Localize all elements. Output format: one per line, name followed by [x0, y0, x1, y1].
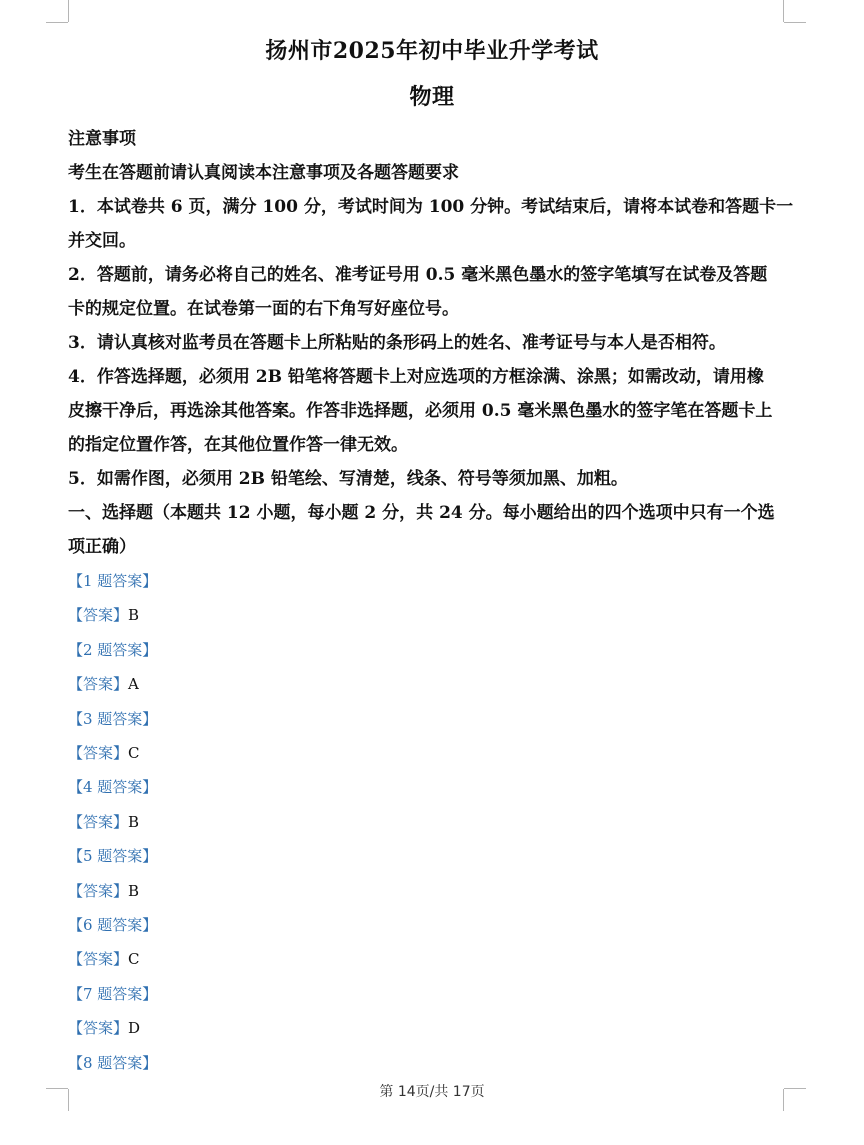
- notice-intro: 考生在答题前请认真阅读本注意事项及各题答题要求: [68, 163, 459, 183]
- question-tag-row: [68, 839, 788, 873]
- question-tag-row: [68, 977, 788, 1011]
- notice-line: 1．本试卷共 6 页，满分 100 分，考试时间为 100 分钟。考试结束后，请将本试卷和答题卡一: [68, 197, 794, 217]
- crop-mark-top-left-h: [46, 22, 68, 23]
- document-body: [68, 122, 794, 1080]
- answer-list: [68, 564, 788, 1080]
- section-heading: 一、选择题（本题共 12 小题，每小题 2 分，共 24 分。每小题给出的四个选项中只有一个选: [68, 503, 775, 523]
- notice-line: 2．答题前，请务必将自己的姓名、准考证号用 0.5 毫米黑色墨水的签字笔填写在试卷及答题: [68, 265, 768, 285]
- answer-value: D: [128, 1019, 141, 1038]
- notice-heading: 注意事项: [68, 129, 136, 149]
- answer-tag: 【答案】: [68, 1019, 129, 1038]
- crop-mark-top-right-h: [784, 22, 806, 23]
- answer-value: B: [128, 606, 140, 625]
- question-tag: 【2 题答案】: [68, 640, 158, 659]
- notice-line: 卡的规定位置。在试卷第一面的右下角写好座位号。: [68, 299, 459, 319]
- question-tag-row: [68, 633, 788, 667]
- notice-line: 的指定位置作答，在其他位置作答一律无效。: [68, 435, 408, 455]
- question-tag-row: [68, 908, 788, 942]
- notice-line: 皮擦干净后，再选涂其他答案。作答非选择题，必须用 0.5 毫米黑色墨水的签字笔在答题卡上: [68, 401, 773, 421]
- question-tag-row: [68, 564, 788, 598]
- question-tag: 【8 题答案】: [68, 1053, 158, 1072]
- document-subtitle: 物理: [409, 84, 455, 110]
- answer-tag: 【答案】: [68, 675, 129, 694]
- section-heading-cont: 项正确）: [68, 537, 136, 557]
- crop-mark-top-right: [783, 0, 784, 22]
- answer-row: [68, 805, 788, 839]
- answer-value: B: [128, 812, 140, 831]
- question-tag-row: [68, 770, 788, 804]
- answer-row: [68, 598, 788, 632]
- answer-value: B: [128, 881, 140, 900]
- answer-value: C: [128, 950, 140, 969]
- notice-line: 3．请认真核对监考员在答题卡上所粘贴的条形码上的姓名、准考证号与本人是否相符。: [68, 333, 726, 353]
- notice-line: 并交回。: [68, 231, 136, 251]
- answer-tag: 【答案】: [68, 606, 129, 625]
- crop-mark-top-left: [68, 0, 69, 22]
- question-tag-row: [68, 1046, 788, 1080]
- question-tag: 【4 题答案】: [68, 778, 158, 797]
- question-tag: 【3 题答案】: [68, 709, 158, 728]
- answer-tag: 【答案】: [68, 812, 129, 831]
- question-tag: 【5 题答案】: [68, 847, 158, 866]
- answer-row: [68, 736, 788, 770]
- question-tag: 【7 题答案】: [68, 984, 158, 1003]
- answer-row: [68, 1011, 788, 1045]
- answer-tag: 【答案】: [68, 744, 129, 763]
- notice-line: 4．作答选择题，必须用 2B 铅笔将答题卡上对应选项的方框涂满、涂黑；如需改动，请用橡: [68, 367, 764, 387]
- document-title: 扬州市2025年初中毕业升学考试: [265, 38, 599, 64]
- answer-tag: 【答案】: [68, 950, 129, 969]
- answer-row: [68, 874, 788, 908]
- question-tag: 【6 题答案】: [68, 916, 158, 935]
- answer-value: A: [128, 675, 139, 694]
- answer-tag: 【答案】: [68, 881, 129, 900]
- answer-row: [68, 942, 788, 976]
- question-tag-row: [68, 702, 788, 736]
- page-number: 第 14页/共 17页: [379, 1084, 485, 1100]
- notice-line: 5．如需作图，必须用 2B 铅笔绘、写清楚，线条、符号等须加黑、加粗。: [68, 469, 628, 489]
- answer-row: [68, 667, 788, 701]
- question-tag: 【1 题答案】: [68, 572, 158, 590]
- answer-value: C: [128, 744, 140, 763]
